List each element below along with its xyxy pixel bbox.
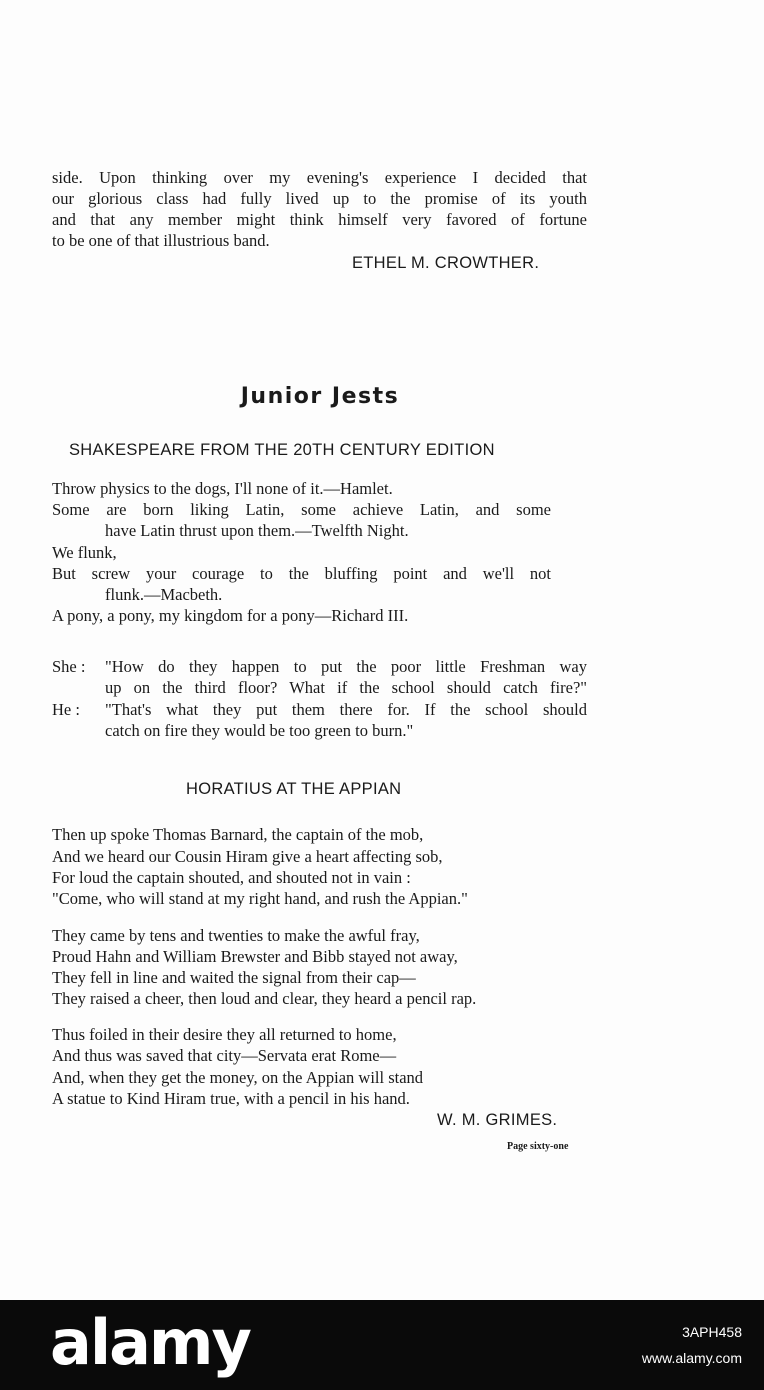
page-number: Page sixty-one bbox=[507, 1141, 569, 1152]
shakespeare-line: We flunk, bbox=[52, 543, 117, 562]
dialogue-line: "How do they happen to put the poor little Freshman way bbox=[105, 657, 587, 676]
shakespeare-line: A pony, a pony, my kingdom for a pony—Richard III. bbox=[52, 606, 409, 625]
shakespeare-line: Throw physics to the dogs, I'll none of it.—Hamlet. bbox=[52, 479, 393, 498]
intro-line: side. Upon thinking over my evening's experience I decided that bbox=[52, 168, 587, 187]
alamy-logo-text: alamy bbox=[50, 1308, 250, 1379]
poem-line: They came by tens and twenties to make the awful fray, bbox=[52, 926, 420, 945]
dialogue-speaker: He : bbox=[52, 700, 80, 719]
poem-line: Thus foiled in their desire they all returned to home, bbox=[52, 1025, 397, 1044]
shakespeare-line: But screw your courage to the bluffing point and we'll not bbox=[52, 564, 551, 583]
intro-signature: ETHEL M. CROWTHER. bbox=[352, 254, 540, 272]
poem-line: And thus was saved that city—Servata erat Rome— bbox=[52, 1046, 397, 1065]
poem-line: For loud the captain shouted, and shouted not in vain : bbox=[52, 868, 411, 887]
poem-line: And, when they get the money, on the Appian will stand bbox=[52, 1068, 424, 1087]
dialogue-line: catch on fire they would be too green to burn." bbox=[105, 721, 414, 740]
shakespeare-heading: SHAKESPEARE FROM THE 20TH CENTURY EDITION bbox=[69, 441, 495, 459]
page-title: Junior Jests bbox=[240, 384, 400, 409]
dialogue-speaker: She : bbox=[52, 657, 86, 676]
poem-line: They raised a cheer, then loud and clear, they heard a pencil rap. bbox=[52, 989, 477, 1008]
alamy-logo bbox=[50, 1308, 410, 1384]
intro-line: and that any member might think himself very favored of fortune bbox=[52, 210, 587, 229]
poem-line: They fell in line and waited the signal from their cap— bbox=[52, 968, 416, 987]
poem-line: A statue to Kind Hiram true, with a pencil in his hand. bbox=[52, 1089, 410, 1108]
image-id: 3APH458 bbox=[682, 1324, 742, 1340]
poem-signature: W. M. GRIMES. bbox=[437, 1111, 558, 1129]
poem-line: And we heard our Cousin Hiram give a heart affecting sob, bbox=[52, 847, 443, 866]
horatius-heading: HORATIUS AT THE APPIAN bbox=[186, 780, 402, 798]
poem-line: Then up spoke Thomas Barnard, the captain of the mob, bbox=[52, 825, 424, 844]
shakespeare-line: Some are born liking Latin, some achieve Latin, and some bbox=[52, 500, 551, 519]
dialogue-line: up on the third floor? What if the school should catch fire?" bbox=[105, 678, 587, 697]
watermark-banner bbox=[0, 1300, 764, 1390]
watermark-url: www.alamy.com bbox=[641, 1350, 742, 1366]
dialogue-line: "That's what they put them there for. If the school should bbox=[105, 700, 587, 719]
shakespeare-line: have Latin thrust upon them.—Twelfth Night. bbox=[105, 521, 409, 540]
intro-line: our glorious class had fully lived up to the promise of its youth bbox=[52, 189, 587, 208]
poem-line: Proud Hahn and William Brewster and Bibb stayed not away, bbox=[52, 947, 458, 966]
intro-line: to be one of that illustrious band. bbox=[52, 231, 270, 250]
shakespeare-line: flunk.—Macbeth. bbox=[105, 585, 223, 604]
poem-line: "Come, who will stand at my right hand, and rush the Appian." bbox=[52, 889, 468, 908]
